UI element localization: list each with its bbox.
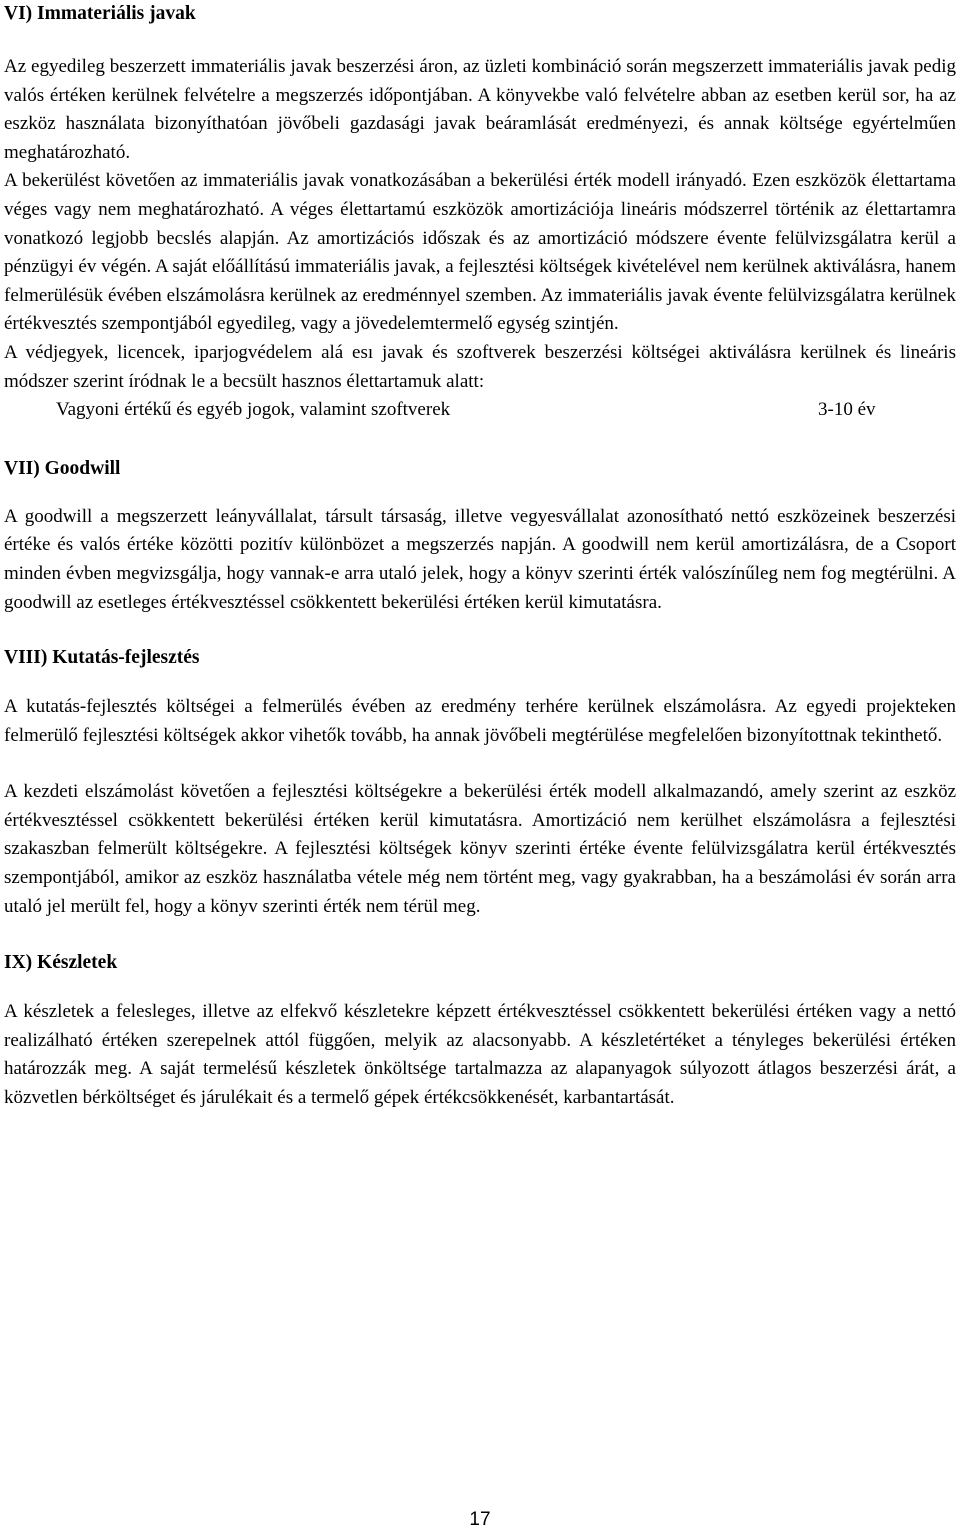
amortization-row-value: 3-10 év bbox=[818, 399, 876, 421]
section-heading-inventory: IX) Készletek bbox=[4, 952, 118, 974]
document-page bbox=[4, 0, 956, 1113]
paragraph-inventory-1: A készletek a felesleges, illetve az elfekvő készletekre képzett értékvesztéssel csökkentett bekerülési értéken vagy a nettó realizálható értéken szerepelnek attól függően, melyik az alacsonyabb. A készletértéket a tényleges bekerülési értéken határozzák meg. A saját termelésű készletek önköltsége tartalmazza az alapanyagok súlyozott átlagos beszerzési árát, a közvetlen bérköltséget és járulékait és a termelő gépek értékcsökkenését, karbantartását. bbox=[4, 1001, 956, 1109]
paragraph-rnd-2: A kezdeti elszámolást követően a fejlesztési költségekre a bekerülési érték modell alkalmazandó, amely szerint az eszköz értékvesztéssel csökkentett bekerülési értéken kerül kimutatásra. Amortizáció nem kerülhet elszámolásra a fejlesztési szakaszban felmerült költségekre. A fejlesztési költségek könyv szerinti értéke évente felülvizsgálatra kerül értékvesztés szempontjából, amikor az eszköz használatba vétele még nem történt meg, vagy gyakrabban, ha a beszámolási év során arra utaló jel merült fel, hogy a könyv szerinti érték nem térül meg. bbox=[4, 781, 956, 917]
amortization-row-label: Vagyoni értékű és egyéb jogok, valamint szoftverek bbox=[56, 399, 451, 421]
section-heading-immaterial: VI) Immateriális javak bbox=[4, 3, 196, 24]
section-heading-rnd: VIII) Kutatás-fejlesztés bbox=[4, 647, 200, 669]
paragraph-immaterial-1: Az egyedileg beszerzett immateriális javak beszerzési áron, az üzleti kombináció során megszerzett immateriális javak pedig valós értéken kerülnek felvételre a megszerzés időpontjában. A könyvekbe való felvételre abban az esetben kerül sor, ha az eszköz használata bizonyíthatóan jövőbeli gazdasági javak beáramlását eredményezi, és annak költsége egyértelműen meghatározható. bbox=[4, 56, 956, 163]
amortization-row bbox=[4, 396, 956, 425]
page-number: 17 bbox=[469, 1509, 491, 1530]
paragraph-immaterial-3: A védjegyek, licencek, iparjogvédelem alá esı javak és szoftverek beszerzési költségei aktiválásra kerülnek és lineáris módszer szerint íródnak le a becsült hasznos élettartamuk alatt: bbox=[4, 341, 956, 392]
paragraph-immaterial-2: A bekerülést követően az immateriális javak vonatkozásában a bekerülési érték modell irányadó. Ezen eszközök élettartama véges vagy nem meghatározható. A véges élettartamú eszközök amortizációja lineáris módszerrel történik az élettartamra vonatkozó legjobb becslés alapján. Az amortizációs időszak és az amortizáció módszere évente felülvizsgálatra kerül a pénzügyi év végén. A saját előállítású immateriális javak, a fejlesztési költségek kivételével nem kerülnek aktiválásra, hanem felmerülésük évében elszámolásra kerülnek az eredménnyel szemben. Az immateriális javak évente felülvizsgálatra kerülnek értékvesztés szempontjából egyedileg, vagy a jövedelemtermelő egység szintjén. bbox=[4, 170, 956, 335]
section-heading-goodwill: VII) Goodwill bbox=[4, 457, 121, 479]
paragraph-rnd-1: A kutatás-fejlesztés költségei a felmerülés évében az eredmény terhére kerülnek elszámolásra. Az egyedi projekteken felmerülő fejlesztési költségek akkor vihetők tovább, ha annak jövőbeli megtérülése megfelelően bizonyítottnak tekinthető. bbox=[4, 696, 956, 746]
paragraph-goodwill-1: A goodwill a megszerzett leányvállalat, társult társaság, illetve vegyesvállalat azonosítható nettó eszközeinek beszerzési értéke és valós értéke közötti pozitív különbözet a megszerzés napján. A goodwill nem kerül amortizálásra, de a Csoport minden évben megvizsgálja, hogy vannak-e arra utaló jelek, hogy a könyv szerinti érték valószínűleg nem fog megtérülni. A goodwill az esetleges értékvesztéssel csökkentett bekerülési értéken kerül kimutatásra. bbox=[4, 505, 956, 613]
